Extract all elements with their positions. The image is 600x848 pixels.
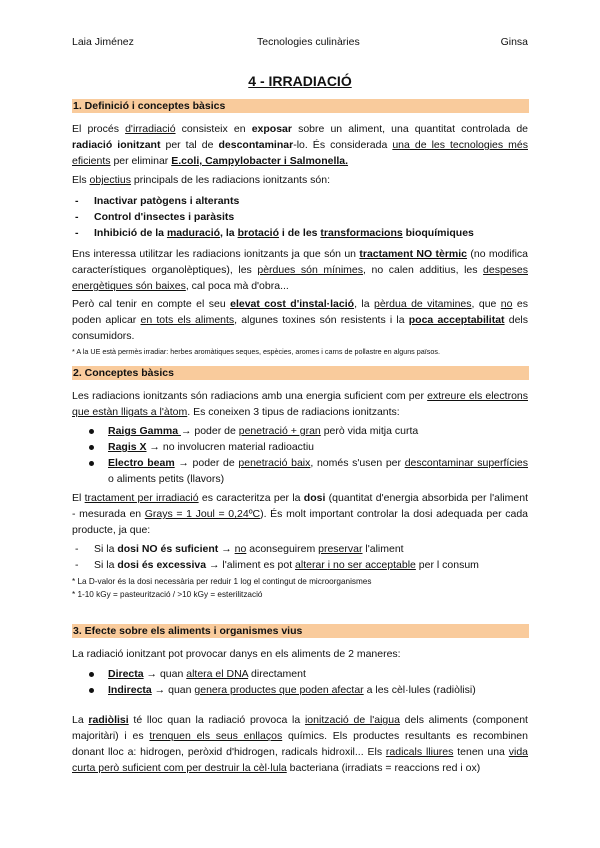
s3-paragraph-2: La radiòlisi té lloc quan la radiació provoca la ionització de l'aigua dels aliments (component majoritàri) i es trenquen els seus enllaços químics. Els productes resultants es recombinen donant lloc a: hidrogen, peròxid d'hidrogen, radicals hidroxil... Els radicals lliures tenen una vida curta però suficient com per destruir la cèl·lula bacteriana (irradiats = reaccions red i ox) — [72, 714, 529, 774]
section-2-heading: 2. Conceptes bàsics — [72, 366, 529, 380]
list-item: - Inhibició de la maduració, la brotació i de les transformacions bioquímiques — [72, 225, 528, 241]
s2-paragraph-1: Les radiacions ionitzants són radiacions amb una energia suficient com per extreure els electrons que estàn lligats a l'àtom. Es coneixen 3 tipus de radiacions ionitzants: — [72, 390, 528, 418]
dose-cases-list — [72, 541, 528, 573]
s1-paragraph-1: El procés d'irradiació consisteix en exposar sobre un aliment, una quantitat controlada de radiació ionitzant per tal de descontaminar-lo. És considerada una de les tecnologies més eficients per eliminar E.coli, Campylobacter i Salmonella. — [72, 123, 528, 167]
list-item: - Control d'insectes i paràsits — [72, 209, 528, 225]
s2-note-2: * 1-10 kGy = pasteurització / >10 kGy = esterilització — [72, 590, 263, 599]
header-author: Laia Jiménez — [72, 36, 134, 48]
damage-ways-list — [72, 666, 528, 698]
page-title: 4 - IRRADIACIÓ — [248, 73, 352, 89]
header-school: Ginsa — [500, 36, 528, 48]
s3-paragraph-1: La radiació ionitzant pot provocar danys en els aliments de 2 maneres: — [72, 648, 401, 660]
list-item: Ragis X → no involucren material radioactiu — [72, 439, 528, 455]
section-1-heading: 1. Definició i conceptes bàsics — [72, 99, 529, 113]
list-item: - Si la dosi és excessiva → l'aliment es pot alterar i no ser acceptable per l consum — [72, 557, 528, 573]
radiation-types-list — [72, 423, 528, 487]
list-item: Electro beam → poder de penetració baix, només s'usen per descontaminar superfícies o aliments petits (llavors) — [72, 455, 528, 487]
s2-note-1: * La D-valor és la dosi necessària per reduir 1 log el contingut de microorganismes — [72, 577, 372, 586]
s1-paragraph-3: Ens interessa utilitzar les radiacions ionitzants ja que són un tractament NO tèrmic (no modifica característiques organolèptiques), les pèrdues són mínimes, no calen additius, les despeses energètiques són baixes, cal poca mà d'obra... — [72, 248, 528, 292]
list-item: Raigs Gamma → poder de penetració + gran però vida mitja curta — [72, 423, 528, 439]
s1-footnote: * A la UE està permès irradiar: herbes aromàtiques seques, espècies, aromes i carns de pollastre en alguns països. — [72, 347, 440, 356]
header-subject: Tecnologies culinàries — [257, 36, 360, 48]
s1-paragraph-2: Els objectius principals de les radiacions ionitzants són: — [72, 174, 330, 186]
objectives-list — [72, 193, 528, 241]
s2-paragraph-2: El tractament per irradiació es caracteritza per la dosi (quantitat d'energia absorbida per l'aliment - mesurada en Grays = 1 Joul = 0,24ºC). És molt important controlar la dosi adequada per cada producte, ja que: — [72, 492, 529, 536]
list-item: - Inactivar patògens i alterants — [72, 193, 528, 209]
list-item: - Si la dosi NO és suficient → no aconseguirem preservar l'aliment — [72, 541, 528, 557]
list-item: Directa → quan altera el DNA directament — [72, 666, 528, 682]
s1-paragraph-4: Però cal tenir en compte el seu elevat cost d'instal·lació, la pèrdua de vitamines, que no es poden aplicar en tots els aliments, algunes toxines són resistents i la poca acceptabilitat dels consumidors. — [72, 298, 529, 342]
list-item: Indirecta → quan genera productes que poden afectar a les cèl·lules (radiòlisi) — [72, 682, 528, 698]
section-3-heading: 3. Efecte sobre els aliments i organismes vius — [72, 624, 529, 638]
